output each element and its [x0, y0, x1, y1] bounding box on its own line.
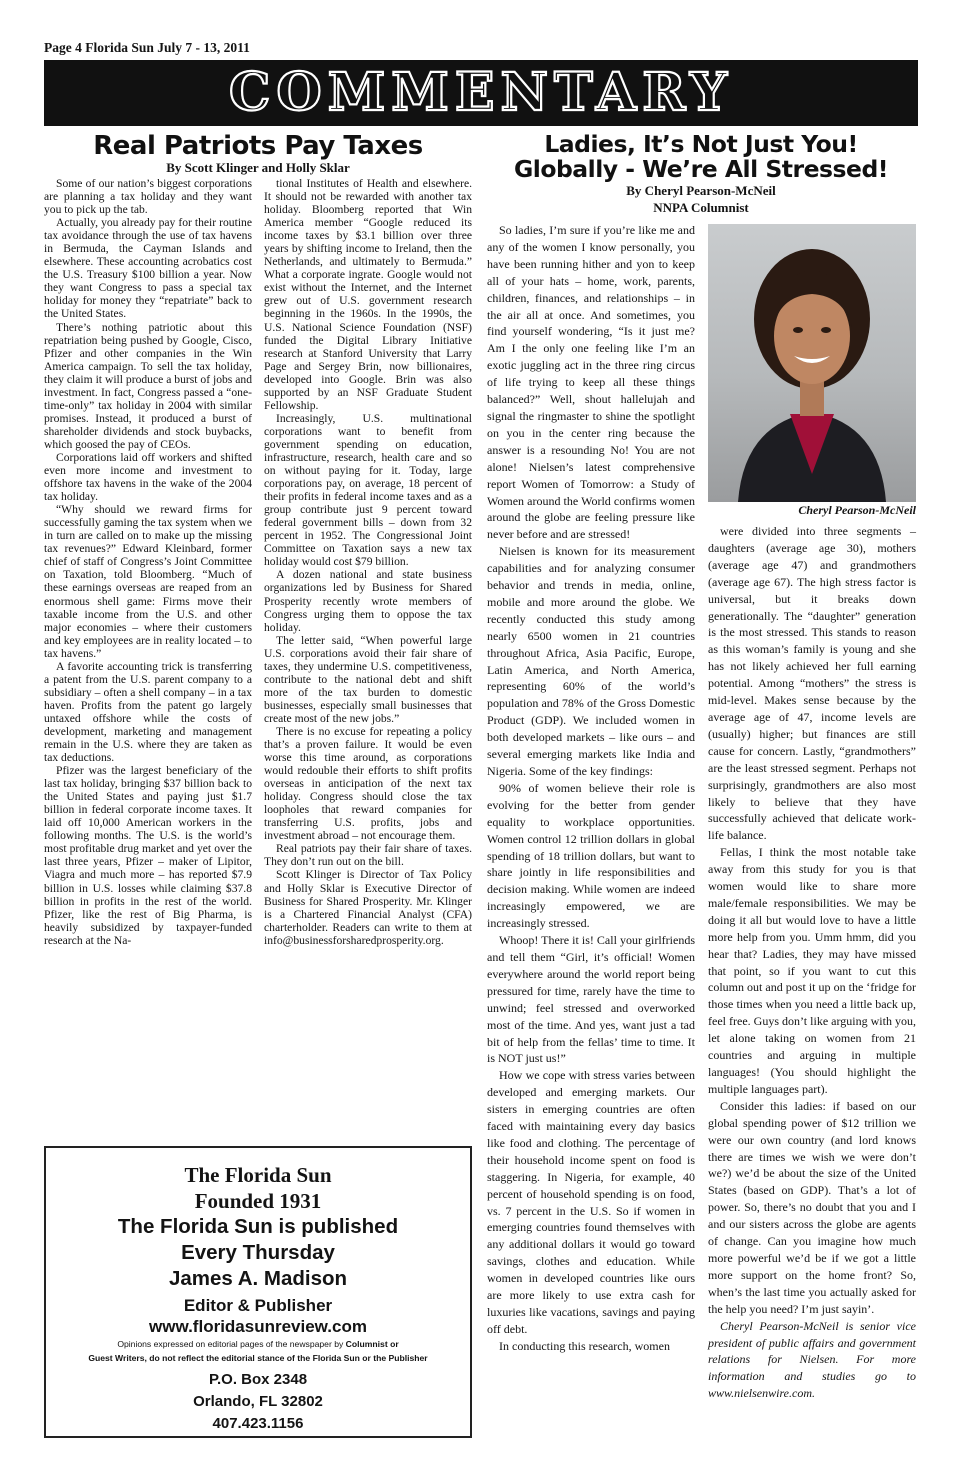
paragraph: There’s nothing patriotic about this repatriation being pushed by Google, Cisco, Pfizer and other companies in the Win America campaign. To sell the tax holiday, they claim it will produce a burst of jobs and investment. In fact, Congress passed a “one-time-only” tax holiday in 2004 with similar promises. Instead, it produced a burst of shareholder dividends and stock buybacks, which goosed the pay of CEOs.	[44, 320, 252, 451]
article1-byline: By Scott Klinger and Holly Sklar	[166, 160, 350, 175]
paragraph: A dozen national and state business organizations led by Business for Shared Prosperity recently wrote members of Congress urging them to oppose the tax holiday.	[264, 568, 472, 634]
paragraph: “Why should we reward firms for successfully gaming the tax system when we in turn are called on to make up the missing tax revenues?” Edward Kleinbard, former chief of staff of Congress’s Joint Committee on Taxation, told Bloomberg. “Much of these earnings overseas are reaped from an enormous shell game: Firms move their taxable income from the U.S. and other major economies – where their customers and key employees are in reality located – to tax havens.”	[44, 503, 252, 660]
paragraph: 90% of women believe their role is evolving for the better from gender equality to workplace opportunities. Women control 12 trillion dollars in global spending of 18 trillion dollars, but want to share jointly in life responsibilities and decision making. While women are indeed increasingly empowered, we are increasingly stressed.	[487, 780, 695, 931]
published-note: The Florida Sun is published	[117, 1215, 399, 1238]
editor-title: Editor & Publisher	[183, 1296, 333, 1315]
paragraph: Whoop! There it is! Call your girlfriends and tell them “Girl, it’s official! Women everywhere around the world report being pressured for time, rarely have the time to unwind; feel stressed and overworked most of the time. And yes, want just a tad bit of help from the fellas’ time to time. It is NOT just us!”	[487, 933, 695, 1066]
paragraph: How we cope with stress varies between developed and emerging markets. Our sisters in emerging countries are often faced with maintaining every day basics like food and clothing. The percentage of their household income spent on food is staggering. In Nigeria, for example, 40 percent of household spending is on food, vs. 7 percent in the U.S. So if women in emerging countries found themselves with any additional dollars it would go toward savings, clothes and education. While women in developed countries like ours are more likely to use extra cash for luxuries like vacations, savings and paying off debt.	[487, 1068, 695, 1336]
paragraph: Real patriots pay their fair share of taxes. They don’t run out on the bill.	[264, 842, 472, 869]
paragraph: tional Institutes of Health and elsewhere. It should not be rewarded with another tax holiday. Bloomberg reported that Win America member “Google reduced its income taxes by $3.1 billion over three years by shifting income to Ireland, then the Netherlands, and ultimately to Bermuda.” What a corporate ingrate. Google would not exist without the Internet, and the Internet grew out of U.S. government research beginning in the 1960s. In the 1990s, the U.S. National Science Foundation (NSF) funded the Digital Library Initiative research at Stanford University that Larry Page and Sergey Brin, now billionaires, developed into Google. Brin was also supported by an NSF Graduate Student Fellowship.	[264, 177, 472, 412]
paragraph: So ladies, I’m sure if you’re like me and any of the women I know personally, you have been running hither and yon to keep all of your hats – home, work, parents, children, finances, and relationships – in the air all at once. And sometimes, you find yourself wondering, “Is it just me? Am I the only one feeling like I’m an exotic juggling act in the three ring circus of life trying to keep all these things balanced?” Well, shout hallelujah and signal the ringmaster to shine the spotlight on you in the center ring because the answer is a resounding No! You are not alone! Nielsen’s latest comprehensive report Women of Tomorrow: a Study of Women around the World confirms women around the globe are feeling pressure like never before and are stressed!	[487, 223, 695, 542]
author-portrait-illustration	[708, 224, 916, 502]
author-bio: Cheryl Pearson-McNeil is senior vice president of public affairs and government relations for Nielsen. For more information and studies go to www.nielsenwire.com.	[708, 1318, 916, 1401]
section-banner-title: COMMENTARY	[229, 62, 733, 123]
paragraph: A favorite accounting trick is transferring a patent from the U.S. parent company to a subsidiary – often a shell company – in a tax haven. Profits from the patent go largely untaxed offshore while the costs of development, marketing and management remain in the U.S. where they are taken as tax deductions.	[44, 659, 252, 765]
article2-column-1	[487, 222, 695, 1355]
paragraph: The letter said, “When powerful large U.S. corporations avoid their fair share of taxes, they undermine U.S. competitiveness, contribute to the national debt and shift more of the tax burden to domestic businesses, especially small businesses that create most of the new jobs.”	[264, 633, 472, 725]
paragraph: There is no excuse for repeating a policy that’s a proven failure. It would be even worse this time around, as corporations would redouble their efforts to shift profits overseas in anticipation of the next tax holiday. Congress should close the tax loopholes that reward companies for transferring U.S. profits, jobs and investment abroad – not encourage them.	[264, 724, 472, 843]
paragraph: In conducting this research, women	[499, 1338, 670, 1353]
paragraph: Pfizer was the largest beneficiary of the last tax holiday, bringing $37 billion back to the United States and paying just $1.7 billion in federal corporate income taxes. It laid off 10,000 American workers in the following months. The U.S. is the world’s most profitable drug market and yet over the last three years, Pfizer – maker of Lipitor, Viagra and much more – has reported $7.9 billion in U.S. losses while claiming $37.8 billion in profits in the rest of the world. Pfizer, like the rest of Big Pharma, is heavily subsidized by taxpayer-funded research at the Na-	[44, 764, 252, 947]
paragraph: Corporations laid off workers and shifted even more income and investment to offshore tax havens in the wake of the 2004 tax holiday.	[44, 450, 252, 504]
publish-day: Every Thursday	[181, 1241, 335, 1264]
website-link[interactable]: www.floridasunreview.com	[149, 1317, 367, 1336]
paragraph: Increasingly, U.S. multinational corporations want to benefit from government spending on education, infrastructure, research, health care and so on without paying for it. Today, large corporations pay, on average, 18 percent of their profits in federal income taxes and as a group contribute just 9 percent toward federal government bills – down from 32 percent in 1952. The Congressional Joint Committee on Taxation says a new tax holiday would cost $79 billion.	[264, 411, 472, 569]
article1-headline: Real Patriots Pay Taxes	[93, 131, 423, 161]
paragraph: were divided into three segments – daughters (average age 30), mothers (average age 47) and grandmothers (average age 67). The high stress factor is universal, but it breaks down generationally. The “daughter” generation is the most stressed. This stands to reason as this woman’s family is young and she has not likely achieved her full earning potential. Among “mothers” the stress is mid-level. Makes sense because by the average age of 47, income levels are (usually) higher; but finances are still cause for concern. Lastly, “grandmothers” are the least stressed segment. Perhaps not surprisingly, grandmothers are also most likely to believe that they have successfully achieved that delicate work-life balance.	[708, 524, 916, 843]
editor-name: James A. Madison	[168, 1267, 348, 1290]
disclaimer-line-2: Guest Writers, do not reflect the editorial stance of the Florida Sun or the Publisher	[88, 1353, 428, 1363]
section-banner	[44, 60, 918, 126]
paper-name: The Florida Sun	[184, 1163, 332, 1187]
article1-column-1	[44, 177, 252, 947]
paragraph: Some of our nation’s biggest corporations are planning a tax holiday and they want you to pick up the tab.	[44, 177, 252, 217]
phone-number: 407.423.1156	[212, 1415, 304, 1432]
po-box: P.O. Box 2348	[208, 1371, 308, 1388]
disclaimer-line-1: Opinions expressed on editorial pages of the newspaper by Columnist or	[117, 1339, 399, 1349]
page-folio: Page 4 Florida Sun July 7 - 13, 2011	[44, 40, 250, 55]
article2-byline-role: NNPA Columnist	[653, 200, 749, 215]
city-address: Orlando, FL 32802	[193, 1393, 323, 1410]
author-photo-caption: Cheryl Pearson-McNeil	[798, 503, 916, 517]
founded-year: Founded 1931	[194, 1189, 322, 1213]
article2-headline-line2: Globally - We’re All Stressed!	[514, 155, 888, 183]
paragraph: Fellas, I think the most notable take away from this study for you is that women would like to share more male/female responsibilities. We may be doing it all but would love to have a little more help from you. Umm hmm, did you hear that? Ladies, they may have missed that point, so if you want to cut this column out and post it up on the ‘fridge for those times when you need a little back up, feel free. Guys don’t like arguing with you, let alone taking on women from 21 countries and arguing in multiple languages! (You should highlight the multiple languages part).	[708, 845, 916, 1096]
author-photo	[708, 224, 916, 502]
article2-headline-line1: Ladies, It’s Not Just You!	[544, 130, 858, 158]
article1-column-2	[264, 177, 472, 947]
paragraph: Actually, you already pay for their routine tax avoidance through the use of tax havens in Bermuda, the Cayman Islands and elsewhere. These accounting acrobatics cost the U.S. Treasury $100 billion a year. Now they want Congress to pass a special tax holiday for money they “repatriate” back to the United States.	[44, 216, 252, 321]
paragraph: Consider this ladies: if based on our global spending power of $12 trillion we were our own country (and lord knows there are times we wish we were don’t we?) we’d be about the size of the United States (based on GDP). That’s a lot of power. So, there’s no doubt that you and I and our sisters across the globe are agents of change. Can you imagine how much more powerful we’d be if we got a little more support on the home front? So, when’s the last time you actually asked for the help you need? I’m just sayin’.	[708, 1098, 916, 1316]
article2-byline-name: By Cheryl Pearson-McNeil	[626, 183, 776, 198]
paragraph: Nielsen is known for its measurement capabilities and for analyzing consumer behavior and trends in media, online, mobile and more around the globe. We recently conducted this study among nearly 6500 women in 21 countries throughout Africa, Asia Pacific, Europe, Latin America, and North America, representing 60% of the world’s population and 78% of the Gross Domestic Product (GDP). We included women in both developed markets – like ours – and several emerging markets like India and Nigeria. Some of the key findings:	[487, 544, 695, 778]
paragraph: Scott Klinger is Director of Tax Policy and Holly Sklar is Executive Director of Business for Shared Prosperity. Mr. Klinger is a Chartered Financial Analyst (CFA) charterholder. Readers can write to them at info@businessforsharedprosperity.org.	[264, 868, 472, 947]
article2-column-2	[708, 523, 916, 1402]
masthead-info-box	[44, 1146, 472, 1438]
